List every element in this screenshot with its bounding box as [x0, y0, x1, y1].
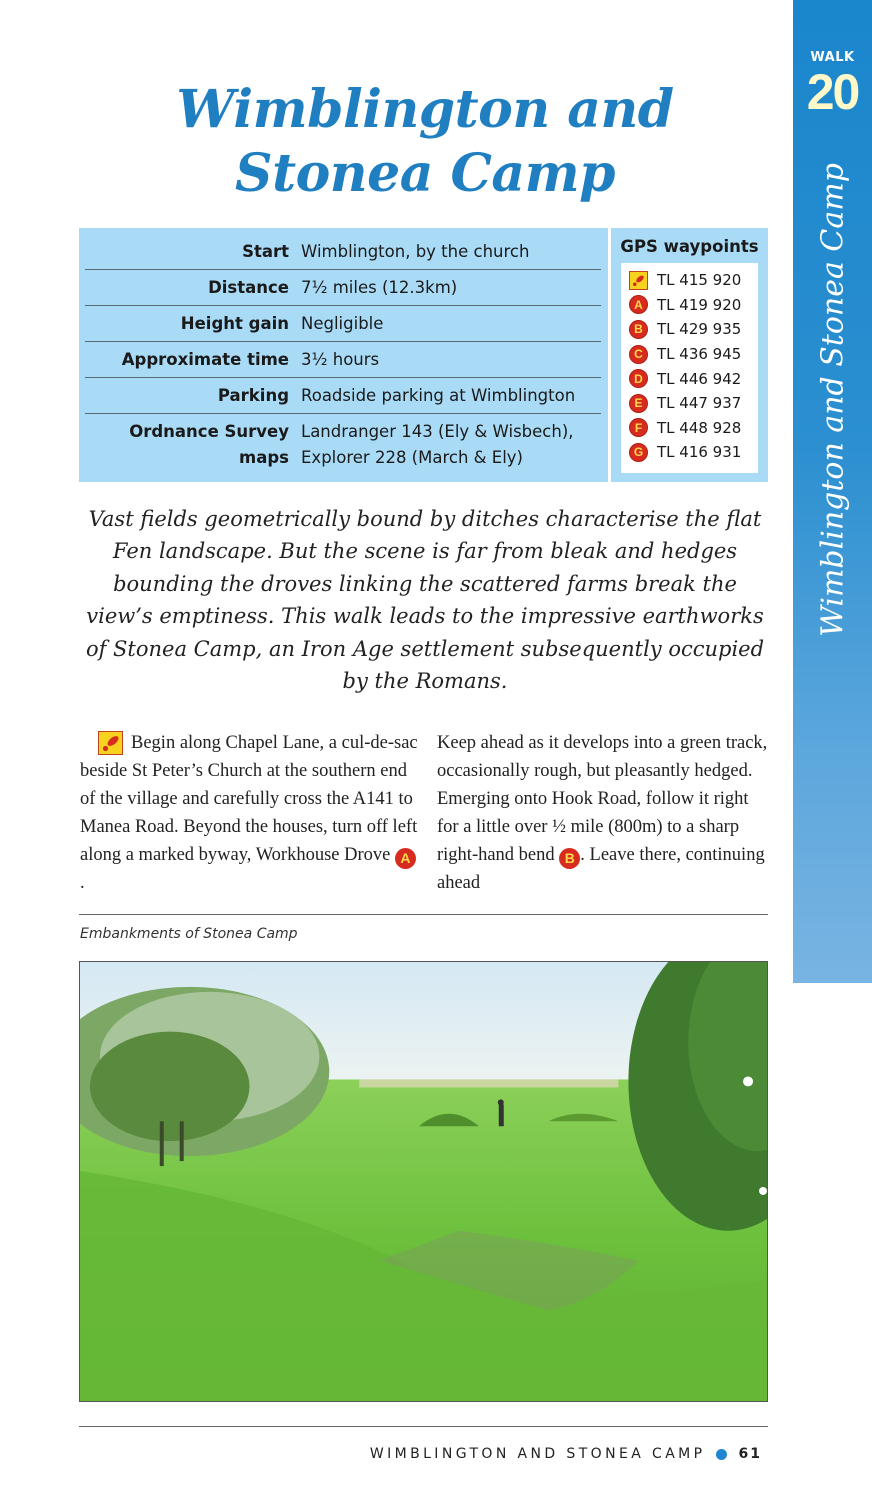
footer-divider — [79, 1426, 768, 1427]
waypoint-d-marker-icon: D — [629, 369, 648, 388]
gps-waypoint-c — [629, 342, 758, 367]
waypoint-b-marker-icon: B — [559, 848, 580, 869]
body-column-left — [80, 729, 420, 897]
intro-paragraph: Vast fields geometrically bound by ditches characterise the flat Fen landscape. But the scene is far from bleak and hedges bounding the droves linking the scattered farms break the view’s emptiness. This walk leads to the impressive earthworks of Stonea Camp, an Iron Age settlement subsequently occupied by the Romans. — [85, 507, 765, 694]
body-paragraph — [80, 729, 420, 897]
waypoint-c-marker-icon: C — [629, 345, 648, 364]
gps-ref: TL 448 928 — [657, 418, 742, 437]
gps-ref: TL 415 920 — [657, 271, 742, 290]
gps-ref: TL 436 945 — [657, 345, 742, 364]
gps-waypoint-d — [629, 366, 758, 391]
info-label: Approximate time — [121, 350, 289, 369]
side-vertical-title: Wimblington and Stonea Camp — [815, 163, 851, 637]
walk-number: 20 — [806, 64, 859, 120]
info-row-approximate-time — [85, 342, 601, 378]
info-row-distance — [85, 270, 601, 306]
stonea-camp-photo — [79, 961, 768, 1402]
body-paragraph — [437, 729, 772, 897]
waypoint-g-marker-icon: G — [629, 443, 648, 462]
gps-waypoint-a — [629, 293, 758, 318]
walk-facts-table — [79, 228, 609, 482]
info-label: Ordnance Survey maps — [129, 422, 289, 467]
info-label: Height gain — [180, 314, 289, 333]
waypoint-e-marker-icon: E — [629, 394, 648, 413]
gps-ref: TL 416 931 — [657, 443, 742, 462]
info-row-parking — [85, 378, 601, 414]
body-text: . Leave there, continuing ahead — [437, 845, 765, 893]
info-row-height-gain — [85, 306, 601, 342]
gps-waypoint-start — [629, 268, 758, 293]
info-label: Distance — [208, 278, 289, 297]
body-column-right — [437, 729, 772, 897]
info-label: Parking — [217, 386, 289, 405]
caption-divider — [79, 914, 768, 915]
waypoint-a-marker-icon: A — [629, 295, 648, 314]
photo-caption: Embankments of Stonea Camp — [80, 926, 298, 942]
info-value: 3½ hours — [301, 350, 380, 369]
footprint-start-icon — [98, 731, 123, 755]
info-value-line: Explorer 228 (March & Ely) — [301, 448, 523, 467]
waypoint-a-marker-icon: A — [395, 848, 416, 869]
page-footer — [370, 1446, 762, 1462]
page-number: 61 — [738, 1446, 762, 1462]
gps-waypoint-e — [629, 391, 758, 416]
page-title — [100, 78, 750, 206]
gps-waypoints-panel — [611, 228, 768, 482]
landscape-illustration — [80, 962, 767, 1401]
gps-title: GPS waypoints — [620, 237, 759, 256]
info-row-start — [85, 234, 601, 270]
page-title-line2: Stonea Camp — [235, 143, 615, 204]
waypoint-b-marker-icon: B — [629, 320, 648, 339]
footprint-icon — [629, 271, 648, 290]
gps-ref: TL 429 935 — [657, 320, 742, 339]
info-row-os-maps — [85, 414, 601, 475]
body-text-end: . — [80, 873, 85, 893]
gps-waypoint-g — [629, 440, 758, 465]
walk-label: WALK — [810, 50, 855, 65]
walk-info-box — [79, 228, 768, 482]
info-value: 7½ miles (12.3km) — [301, 278, 458, 297]
info-value-line: Landranger 143 (Ely & Wisbech), — [301, 422, 574, 441]
running-title: WIMBLINGTON AND STONEA CAMP — [369, 1446, 706, 1462]
gps-ref: TL 419 920 — [657, 295, 742, 314]
gps-ref: TL 446 942 — [657, 369, 742, 388]
bullet-dot-icon — [716, 1449, 727, 1460]
waypoint-f-marker-icon: F — [629, 418, 648, 437]
info-value — [301, 419, 601, 471]
gps-waypoint-f — [629, 416, 758, 441]
gps-ref: TL 447 937 — [657, 394, 742, 413]
gps-waypoint-list — [621, 263, 758, 473]
info-value: Wimblington, by the church — [301, 242, 530, 261]
info-value: Roadside parking at Wimblington — [301, 386, 576, 405]
body-text: Keep ahead as it develops into a green track, occasionally rough, but pleasantly hedged. Emerging onto Hook Road, follow it right for a little over ½ mile (800m) to a sharp right-hand bend — [437, 733, 768, 865]
info-label: Start — [242, 242, 289, 261]
gps-waypoint-b — [629, 317, 758, 342]
body-text: Begin along Chapel Lane, a cul-de-sac beside St Peter’s Church at the southern end of the village and carefully cross the A141 to Manea Road. Beyond the houses, turn off left along a marked byway, Workhouse Drove — [80, 733, 418, 865]
info-value: Negligible — [301, 314, 384, 333]
page-title-line1: Wimblington and — [176, 79, 674, 140]
